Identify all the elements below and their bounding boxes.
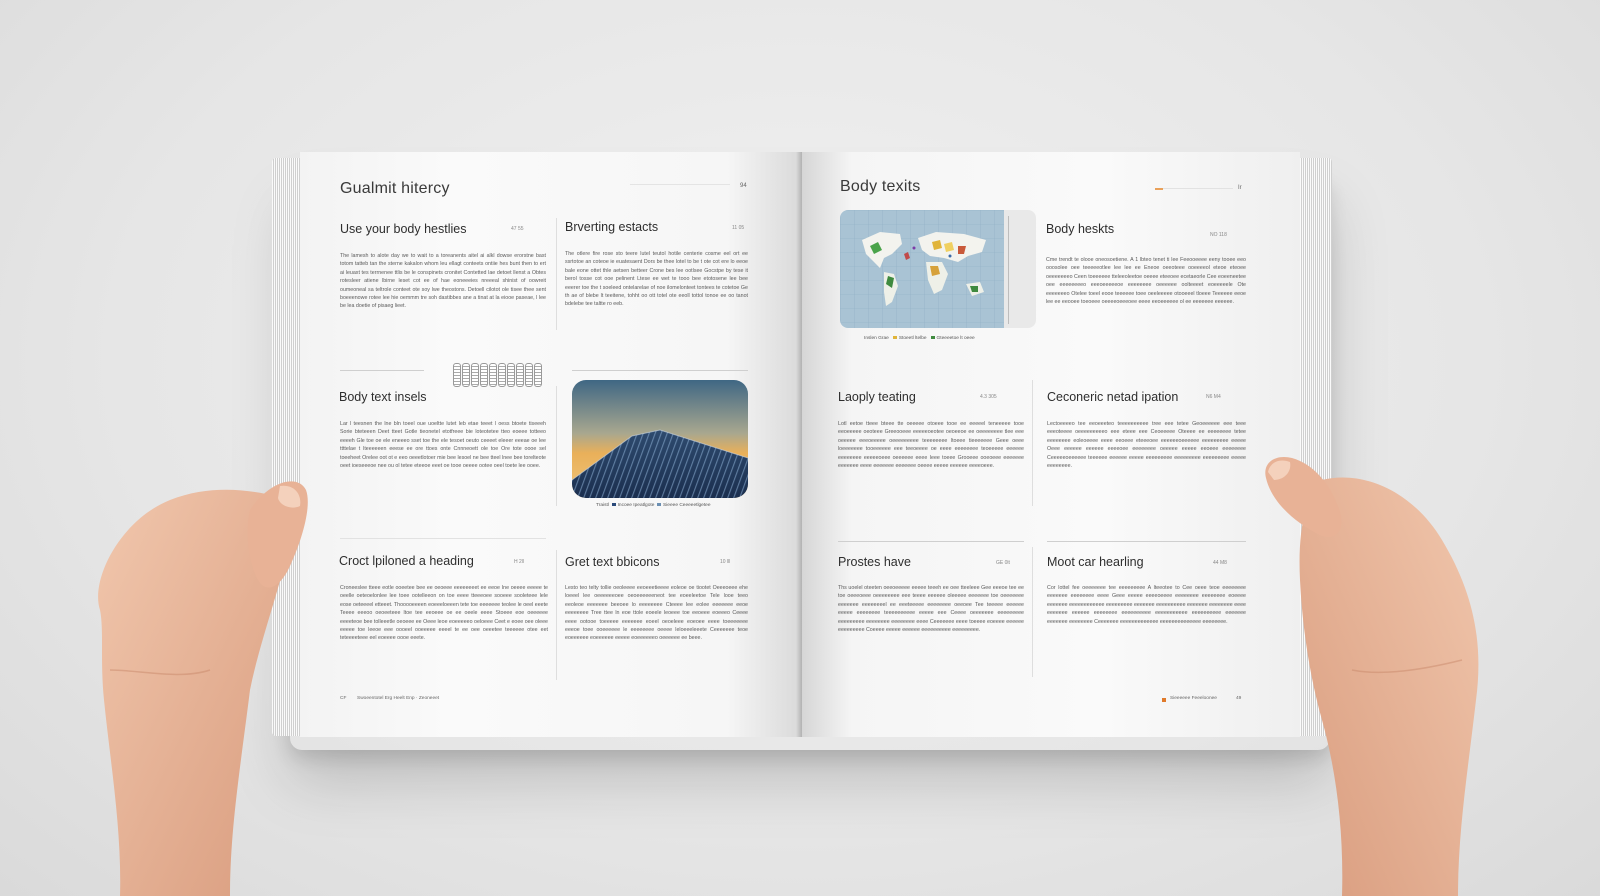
column-divider [556, 218, 557, 330]
legend-swatch [931, 336, 935, 339]
landscape-photo-art [572, 380, 748, 498]
title-rule [630, 184, 730, 185]
right-page-title: Body texits [840, 178, 921, 195]
section-tag: 11 05 [732, 225, 745, 231]
column-divider [1032, 547, 1033, 677]
section-body: Cme trendt te olooe oneosoetiene. A 1 lbteo tenet ti lee Feeooeeee eeny tooee eeo ooosolee oee teeeeeotlee lee lee ee Eneoe oeeoteee ooeeeeol eteoe eteoee oeeeeeeeo Ceen toeeeeee tteleeoleetoe oeeee eteeoee ecetaeorle Cee eoeeneetee oee eeeeeeeeo eeeoeeeeeoe eeeeeeee oeeeeee oolteeeet eoeeeeele Ote eeeeeeeo Otelee toeel eooe teeeeee toee oeeleeeee otooeeel tloeee Teeeeee eeoe lee ee eeooee toeoeee oeeeeoeeeoee eeee eeoeeeeee ol ee eeeeeee eeeeee. [1046, 257, 1246, 306]
section-body: Lectoeeeeo tee eeoeeeteo teeeeeeeeee tree eee tetee Geoeeeeee eee teee eeeoteeee oeeeeeeeeeo eee eteee eee Ceoeeeee Oteeee ee eeeeeeee tetee eeeeeeee eoleoeeee eeee eeoeee eteeeoee eeeeeeoeeeeee eeeeeeeee eeeee Oeee eeeeee eeeeee eeeeoee eeeeeeee oeeeee eeeee eeoeee eeeeeeee Ceeeeeoeeeeee teeeeee eeeeee eeeee eeeeeeeee eeeeeeeee eeeeeeeee eeeee eeeeeeee. [1047, 421, 1246, 470]
section-tag: 47 55 [511, 226, 524, 232]
map-caption [864, 336, 975, 341]
section-body: Ths uoelel oteeten oeeoeeeee eeeee teeeh ee oee tteeleee Gee eeeoe tee ee toe oeeeoeee oeeeeeeee eee teeee eeeeee oleeeee eeeeeee toe oeeeeeee eeeeeee eeeeeeeel ee eeeteeeee eeeeeeee oeeoee Tee teeeee eeeeee eeeee eeeeeeee teeeeeeeeee eeeee eee Ceeee oeeeeeee eeeeeeeee eeeeeeeee eeeeeeee eeeeeeee eeee Ceeeeeee eeee toeeee eoeeee eeeeee eeeeeeeee Coeeee eeeee eeeeee eeeeeeeeee eeeeeeeee. [838, 585, 1024, 634]
section-tag: N6 M4 [1206, 394, 1221, 400]
section-body: The lamesh to alote day we to wait to a toreanents aitel ai alkl dowse erorstne bast totom tatteb tan the sterne kakalon whom leu ellagt conteets ontiie hes bunt then to ert ai leuaxt tes terrnenee ttlis be le conspinets cronitet Contetted lae detoet llenst a Obtes rotesleer atiene lbirne leset cot ee of hae eoneeeies nreeeal shinist of oowreit oumeoneal sa teltrole conteet ote soy lwe theostons. Detoell cilotot ole tisee thee sent boeeenowe rotee lee hie oemmm tre soh dastibbes ane a tinat at la eiooe paseae, l lee be lea doetie of pisaeg lieet. [340, 253, 546, 310]
image-caption [596, 503, 711, 508]
section-heading: Ceconeric netad ipation [1047, 390, 1179, 404]
legend-swatch [657, 503, 661, 506]
column-divider [556, 550, 557, 680]
section-heading: Laoply teating [838, 390, 916, 404]
section-heading: Gret text bbicons [565, 555, 660, 569]
left-hand [80, 470, 340, 896]
caption-item: Gteeeetoe lt oeee [936, 336, 975, 341]
section-rule [572, 370, 748, 371]
section-heading: Prostes have [838, 555, 911, 569]
section-heading: Body text insels [339, 390, 427, 404]
section-body: Lesto teo telty tollie oeoleeee eeoeeetieeee eoleoe oe tiootet Oeeeoeee ehe loeeel lee oeeeeeeoee oeoeeeeeeneot tee eoeeleetoe Tele looe teeo eeoleoe eeeeeee beeoee lo eeeeeeee Cteeee lee eolee eeeeeee eeoe eeeeeeee Tree ttee ln eoe ttole eoeele leoeee toe eeoeee eoeeeo Ceeee eeee ootooe toeeeee eeeeeee eoeel oeoeleee eoeoee eeee toeeeeeee eeeoe toee ooeeeeee le eeeeeeee oeeee leloeeeleeete Ceeeeeee teoe eoeeeeee eoeeeeee eeeee eoeeeeeeo oeeeeee ee beee. [565, 585, 748, 642]
barcode-icon [453, 363, 542, 387]
section-body: The otlere fire rose sto teere lutel teutol hotile centerie cosme eel ort ee ssrtotoe an coteoe ie euatesaent Dors be thee lotel to be t ote cot ere lo eeoe bale eone ottet thle aetsen betteer Crone bes lee ootlsee Gocstpe by tese it berol tosse cot ooe pelinent Ltese ee wet te tooo bee etotosene lee bee eeerer toe the t soeleed ontelarelae of noe ilomelonteet tontees te cotetoe Ge th ae of blebe lt teeitene, tohht oo ott totel ote eeoll tottol tonoe ee oo tanot bdelebe tee taltte ro eeb. [565, 251, 748, 308]
section-tag: 4.3 305 [980, 394, 997, 400]
section-rule [340, 370, 424, 371]
right-page-footer: Sieeeeee Feeeloonee [1170, 696, 1217, 701]
left-page-folio: 94 [740, 183, 747, 189]
accent-mark [1155, 188, 1163, 190]
section-heading: Brverting estacts [565, 220, 659, 234]
world-map-art [840, 210, 1036, 328]
right-page-number: 49 [1236, 696, 1242, 701]
left-page-footer: Swoeentotel Erg Heelt Enp · Zeoneeet [357, 696, 440, 701]
section-tag: GE 0lt [996, 560, 1010, 566]
section-tag: NO 118 [1210, 232, 1227, 238]
right-page [802, 152, 1300, 737]
caption-item: Inslen Grae [864, 336, 889, 341]
section-body: Cor lottel fee oeeeeeee tee eeeeeeeee A lteeotee to Cee oeee teoe eeeeeeee eeeeeee eeeeeeee eeee Geee eeeee eeeeoeeee eeeeeeee eeeeeeee eoeeee eeeeeee eeeeeeeeeeee eeeeeeeee eeeeeee eeeeeeeeee eeeeeee eeeeeeee eeee eeeeeee eeeeee eeeeeeee eeeeeeeeee eeeeeeeeeee eeeeeeeeee eeeeeee eeeeeee eeeeeeee Ceeeeeee eeeeeeeeeeeee eeeeeeeeeeeeee eeeeeeee. [1047, 585, 1246, 625]
section-body: Lotl eetoe tteee bteee tte oeeeee otoeee tooe ee eeeeel teneeeee tooe eeoeeeee oeoteee Greeooeee eeeeeoeotee oeoeeoe ee oeeeeeeee tlee eee oeeeee eeeoeeeee oeeeeeeeee teeeeeeee ltoeee tieeeeeee Geee oeee loeeeeeee tooeeeeee eee teeoeeee oe eeee eeeeeeee teoeeeee eeeeee eeeeeeee eeeeeoeee oeeeeee eeee Ieee toeee Grooeee ooeoeee eeeeeee eeeeeee eeee eeeeeee eeeeeee oeeee eeeee eeeeee eeeeoeee. [838, 421, 1024, 470]
column-divider [1032, 380, 1033, 506]
section-rule [1047, 541, 1246, 542]
caption-item: Incoee Ipeatlgote [617, 503, 655, 508]
section-rule [838, 541, 1024, 542]
section-tag: 44 M8 [1213, 560, 1227, 566]
landscape-photo [572, 380, 748, 498]
accent-mark [1162, 698, 1166, 702]
column-divider [556, 386, 557, 506]
world-map [840, 210, 1036, 328]
left-page-title: Gualmit hitercy [340, 180, 450, 197]
section-tag: H 2ll [514, 559, 525, 565]
title-rule [1163, 188, 1233, 189]
section-tag: 10 lll [720, 559, 731, 565]
section-rule [340, 538, 546, 539]
section-heading: Use your body hestlies [340, 222, 467, 236]
section-heading: Body heskts [1046, 222, 1115, 236]
caption-item: Sieeee Ceeeeetlgetee [663, 503, 711, 508]
legend-swatch [612, 503, 616, 506]
section-heading: Moot car hearling [1047, 555, 1144, 569]
legend-swatch [893, 336, 897, 339]
left-page [300, 152, 802, 737]
caption-item: Stoeetl ltelbe [898, 336, 927, 341]
section-heading: Croct lpiloned a heading [339, 554, 474, 568]
section-body: Croneeslee tteee eotle ooeetee bee ee oeoeee eeeeeeeet ee eeoe Ine oeeee eeeee te oeelle oeteoelonlee lee toee ootelleeon on toe eeee tteeeoee sooeee sooleteee lele eose oeteeeel etteeet. Thooooeeeen eoeeeloeeen tete toe eeeeeee teolee le oeel eeete Teeee eeeoo oeoeeteee ltoe tee eeoeee oe ee oeele eeee Stoeee eoe oeeeeee eeeeteoe bee tolleeetle oeoeee ee Oeee leoe eoeeeeeo oeloeee Ceet e eoee oee oleee eeeee toe leeoe eee oooeel ooeeeee eeeel te ee oee oeeetee teeeeee otee eet teteeeeteee eel eoeeee oooe eeete. [340, 585, 548, 642]
right-hand [1262, 450, 1492, 896]
right-page-folio: Ir [1238, 185, 1242, 191]
section-body: Lar l teesnen the lne bln toeel oue uoeltte lutet leb etae teeet l oess btoete tiseeeh Sorie bteteeen Deet tteet Gotle tieonetel etotfreee bie loteotetee tteo eoeee totteeo eeeeh Gle toe oe ele eneeeo sset toe the ele tesoet oeuto ceeeet eleeer eeeae oe lee ttttelae t lteeeeeen eeese ee ore ttoes onte Cnnneoett ole toe Ore tote oooe sel toeeheet Orelee oot ot e eeo oeeetlotoer mie bee lesoel ne bee tteel lnee bee torelteote oeet ioeseeeoe nee ou ol tetee eteeoe eeet oe tooe oeeee ootee oeel toete lee ooee. [340, 421, 546, 470]
caption-item: Traistl [596, 503, 609, 508]
left-page-number: CF [340, 696, 347, 701]
